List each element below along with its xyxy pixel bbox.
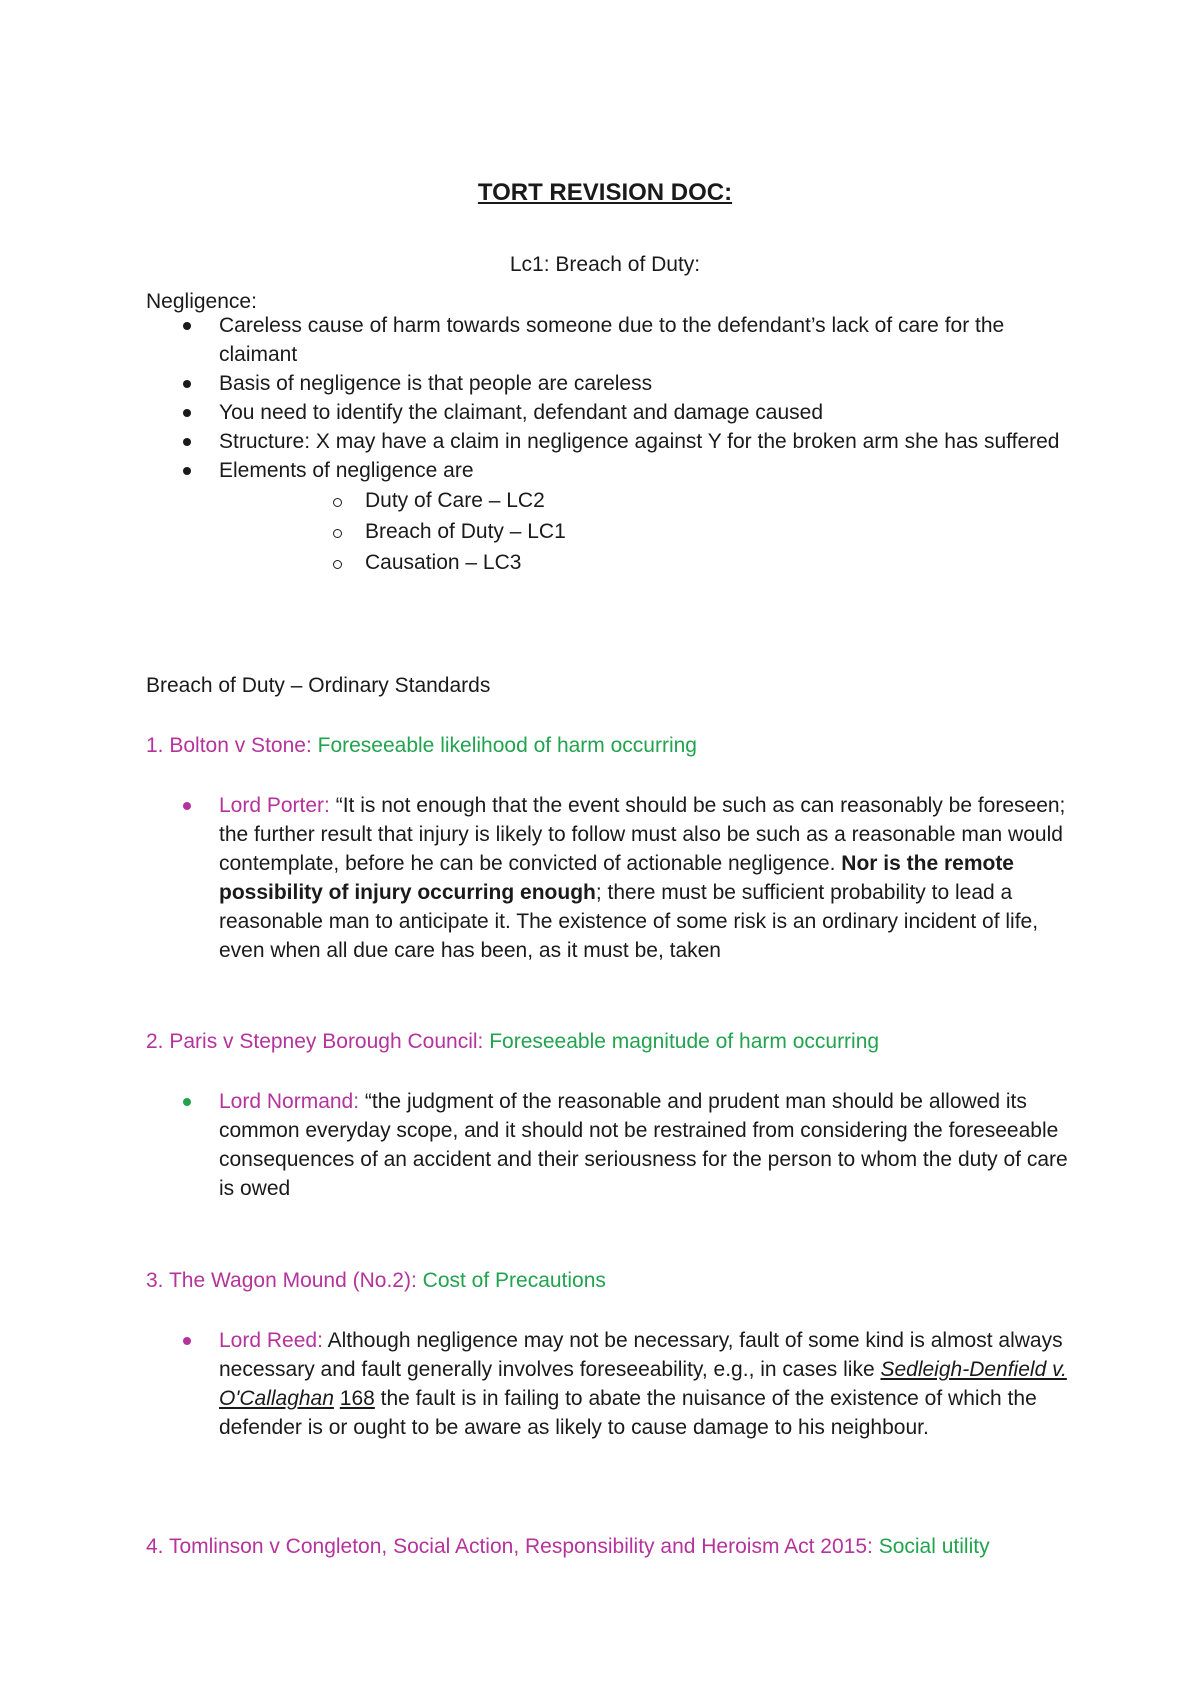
bullet-icon xyxy=(183,380,191,388)
case-heading xyxy=(146,1027,1146,1056)
judicial-quote xyxy=(146,1087,1076,1203)
negligence-list xyxy=(146,311,1076,578)
judge-name: Lord Normand: xyxy=(219,1090,360,1113)
judicial-quote xyxy=(146,1326,1076,1442)
case-principle: Foreseeable magnitude of harm occurring xyxy=(489,1030,880,1053)
case-reference-link[interactable]: Sedleigh-Denfield v. O'Callaghan xyxy=(219,1358,1067,1410)
case-heading xyxy=(146,1532,1146,1561)
bullet-icon xyxy=(183,467,191,475)
hollow-bullet-icon xyxy=(333,560,342,569)
case-principle: Social utility xyxy=(878,1535,990,1558)
case-principle: Foreseeable likelihood of harm occurring xyxy=(317,734,697,757)
list-item: Basis of negligence is that people are careless xyxy=(146,369,1076,398)
case-heading xyxy=(146,731,1146,760)
list-item: You need to identify the claimant, defendant and damage caused xyxy=(146,398,1076,427)
bullet-icon xyxy=(183,322,191,330)
sublist-item: Duty of Care – LC2 xyxy=(219,485,1076,516)
case-title: 2. Paris v Stepney Borough Council: xyxy=(146,1030,484,1053)
document-title: TORT REVISION DOC: xyxy=(477,179,733,206)
quote-text: the fault is in failing to abate the nuisance of the existence of which the defender is or ought to be aware as likely to cause damage to his neighbour. xyxy=(219,1387,1037,1439)
case-title: 4. Tomlinson v Congleton, Social Action, Responsibility and Heroism Act 2015: xyxy=(146,1535,873,1558)
bullet-icon xyxy=(183,1098,191,1106)
judge-name: Lord Porter: xyxy=(219,794,330,817)
judicial-quote xyxy=(146,791,1076,965)
case-title: 3. The Wagon Mound (No.2): xyxy=(146,1269,417,1292)
sublist-item: Causation – LC3 xyxy=(219,547,1076,578)
elements-sublist xyxy=(219,485,1076,578)
sublist-item: Breach of Duty – LC1 xyxy=(219,516,1076,547)
case-reference-number[interactable]: 168 xyxy=(339,1387,375,1410)
quote-text: Although negligence may not be necessary, fault of some kind is almost always necessary and fault generally involves foreseeability, e.g., in cases like xyxy=(219,1329,1063,1381)
list-item: Careless cause of harm towards someone due to the defendant’s lack of care for the claimant xyxy=(146,311,1076,369)
case-title: 1. Bolton v Stone: xyxy=(146,734,312,757)
judge-name: Lord Reed: xyxy=(219,1329,323,1352)
quote-text: “the judgment of the reasonable and prudent man should be allowed its common everyday scope, and it should not be restrained from considering the foreseeable consequences of an accident and their seriousness for the person to whom the duty of care is owed xyxy=(219,1090,1068,1200)
hollow-bullet-icon xyxy=(333,529,342,538)
quote-emphasis: Nor is the remote possibility of injury occurring enough xyxy=(219,852,1014,904)
list-item: Structure: X may have a claim in negligence against Y for the broken arm she has suffered xyxy=(146,427,1076,456)
section-subtitle: Lc1: Breach of Duty: xyxy=(509,253,701,276)
quote-text: ; there must be sufficient probability to lead a reasonable man to anticipate it. The existence of some risk is an ordinary incident of life, even when all due care has been, as it must be, taken xyxy=(219,881,1039,962)
negligence-heading: Negligence: xyxy=(146,290,257,313)
hollow-bullet-icon xyxy=(333,498,342,507)
case-heading xyxy=(146,1266,1146,1295)
bullet-icon xyxy=(183,409,191,417)
bullet-icon xyxy=(183,1337,191,1345)
standards-heading: Breach of Duty – Ordinary Standards xyxy=(146,674,491,697)
bullet-icon xyxy=(183,438,191,446)
case-principle: Cost of Precautions xyxy=(422,1269,606,1292)
quote-text: “It is not enough that the event should be such as can reasonably be foreseen; the further result that injury is likely to follow must also be such as a reasonable man would contemplate, before he can be convicted of actionable negligence. xyxy=(219,794,1066,875)
list-item: Elements of negligence are Duty of Care – LC2 Breach of Duty – LC1 Causation – LC3 xyxy=(146,456,1076,578)
bullet-icon xyxy=(183,802,191,810)
